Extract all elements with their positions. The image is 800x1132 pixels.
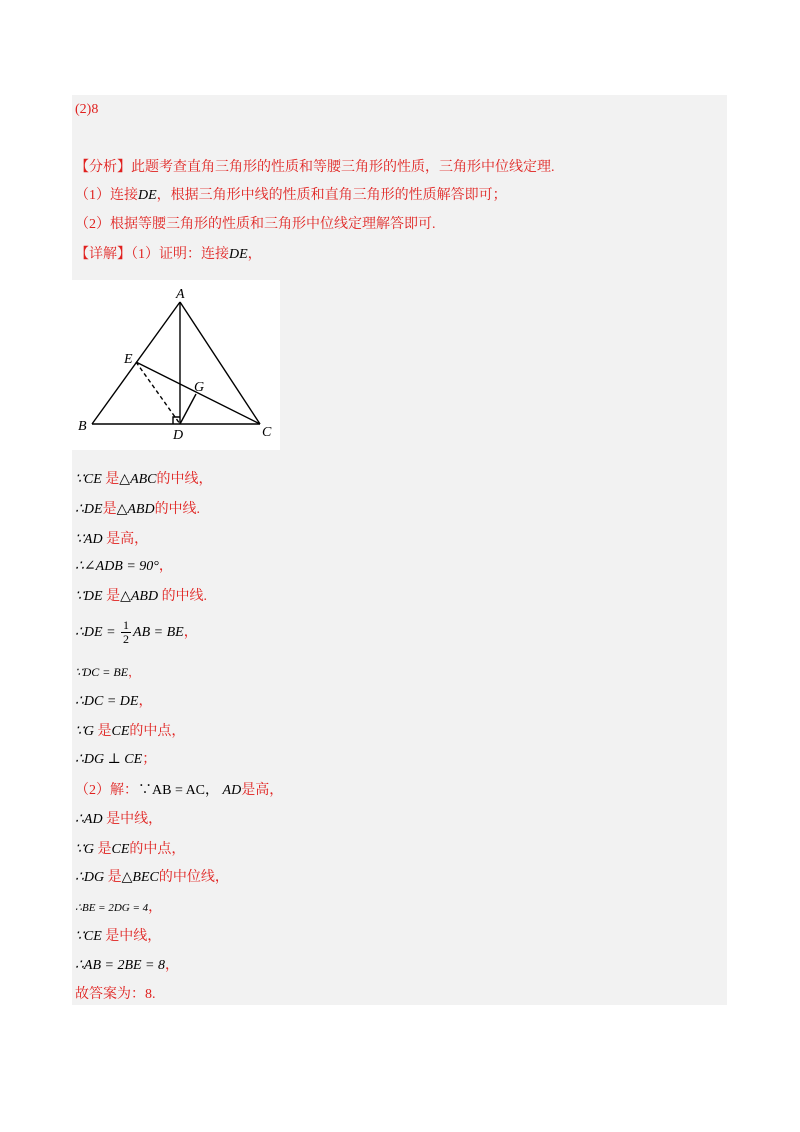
proof-step-5: ∵DE 是△ABD 的中线. (75, 589, 208, 604)
fraction-half: $\frac{1}{2}$ (123, 618, 130, 647)
proof-step-10: ∴DG ⊥ CE； (75, 752, 157, 767)
proof-step-4: ∴∠ADB = 90°， (75, 559, 173, 574)
proof-step-9: ∵G 是CE的中点， (75, 724, 186, 739)
part2-line: （2）解：∵AB = AC， AD是高， (75, 783, 284, 798)
part2-step-4: ∴BE = 2DG = 4， (75, 900, 163, 915)
right-angle-mark (173, 417, 180, 424)
segment-de-dashed (136, 362, 180, 424)
analysis-line: 【分析】此题考查直角三角形的性质和等腰三角形的性质，三角形中位线定理. (75, 160, 555, 175)
label-g: G (194, 380, 205, 395)
proof-step-3: ∵AD 是高， (75, 532, 149, 547)
proof-step-6: ∴DE = $\frac{1}{2}$ AB = BE， (75, 618, 198, 647)
final-answer: 故答案为：8. (75, 987, 156, 1002)
edge-ac (180, 302, 260, 424)
proof-step-7: ∵DC = BE， (75, 665, 141, 679)
detail-line: 【详解】（1）证明：连接DE， (75, 247, 262, 262)
analysis-step2: （2）根据等腰三角形的性质和三角形中位线定理解答即可. (75, 217, 436, 232)
part2-step-2: ∵G 是CE的中点， (75, 842, 186, 857)
label-d: D (173, 428, 184, 443)
triangle-diagram (72, 280, 280, 450)
label-e: E (124, 352, 133, 367)
analysis-step1: （1）连接DE，根据三角形中线的性质和直角三角形的性质解答即可； (75, 188, 507, 203)
label-a: A (176, 287, 185, 302)
proof-step-2: ∴DE是△ABD的中线. (75, 502, 201, 517)
part2-step-5: ∵CE 是中线， (75, 929, 162, 944)
part2-step-6: ∴AB = 2BE = 8， (75, 958, 180, 973)
proof-step-1: ∵CE 是△ABC的中线， (75, 472, 213, 487)
answer-line: (2)8 (75, 102, 99, 117)
part2-step-3: ∴DG 是△BEC的中位线， (75, 870, 229, 885)
proof-step-8: ∴DC = DE， (75, 694, 153, 709)
label-c: C (262, 425, 272, 440)
segment-dg (180, 394, 196, 424)
triangle-figure (72, 280, 280, 450)
part2-step-1: ∴AD 是中线， (75, 812, 163, 827)
label-b: B (78, 419, 87, 434)
